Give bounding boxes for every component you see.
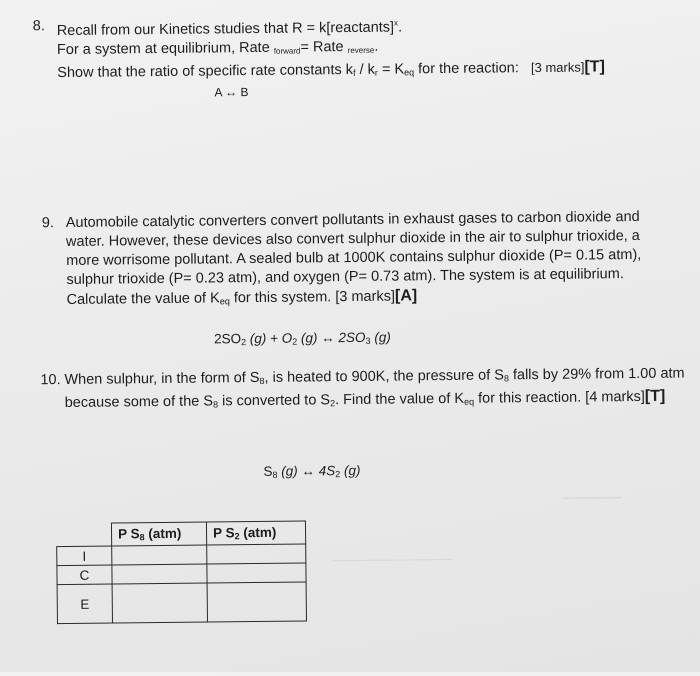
question-number: 8. xyxy=(32,18,45,35)
table-row xyxy=(57,544,306,566)
q10-line-1: When sulphur, in the form of $S_8$, is heated to 900K, the pressure of $S_8$ falls by 29% from 1.00 atm xyxy=(64,365,685,388)
q8-line-1: Recall from our Kinetics studies that R = k[reactants]$^x$. xyxy=(56,18,403,40)
table-row xyxy=(57,563,306,585)
question-10 xyxy=(40,364,685,416)
ice-table xyxy=(56,520,307,624)
bleed-through-mark xyxy=(332,559,452,561)
q9-line-3: more worrisome pollutant. A sealed bulb at 1000K contains sulphur dioxide (P= 0.15 atm), xyxy=(66,246,642,269)
table-header-s2: P $S_2$ (atm) xyxy=(206,521,305,545)
q10-equation: $S_8$ (g) ↔ $4S_2$ (g) xyxy=(263,462,361,480)
q10-tag: [T] xyxy=(644,387,666,405)
question-number: 10. xyxy=(40,372,61,389)
cell-initial-s2[interactable] xyxy=(207,544,306,564)
cell-equilibrium-s2[interactable] xyxy=(207,582,306,622)
q9-line-4: sulphur trioxide (P= 0.23 atm), and oxygen (P= 0.73 atm). The system is at equilibrium. xyxy=(66,266,624,288)
q9-line-2: water. However, these devices also convert sulphur dioxide in the air to sulphur trioxide, a xyxy=(65,227,640,250)
question-8 xyxy=(33,11,605,86)
q8-tag: [T] xyxy=(584,58,605,76)
cell-equilibrium-s8[interactable] xyxy=(112,583,207,623)
q8-equation: A ↔ B xyxy=(214,85,249,100)
cell-initial-s8[interactable] xyxy=(112,545,207,565)
table-row xyxy=(57,582,306,624)
q9-tag: [A] xyxy=(394,287,418,305)
question-9 xyxy=(42,208,642,313)
q10-line-2: because some of the $S_8$ is converted to $S_2$. Find the value of $K_{eq}$ for this reaction. [4 marks][T] xyxy=(64,387,666,411)
q9-line-1: Automobile catalytic converters convert pollutants in exhaust gases to carbon dioxide and xyxy=(65,208,640,231)
q8-line-3: Show that the ratio of specific rate constants $k_f / k_r = K_{eq}$ for the reaction: [3 marks][T] xyxy=(57,58,605,82)
cell-change-s8[interactable] xyxy=(112,564,207,584)
table-header-s8: P $S_8$ (atm) xyxy=(111,522,206,546)
row-label-initial: I xyxy=(57,546,112,566)
q9-line-5: Calculate the value of $K_{eq}$ for this system. [3 marks][A] xyxy=(66,287,418,308)
cell-change-s2[interactable] xyxy=(207,563,306,583)
table-corner-cell xyxy=(56,523,111,547)
bleed-through-mark xyxy=(562,497,622,499)
table-header-row xyxy=(56,521,305,547)
row-label-change: C xyxy=(57,565,112,585)
row-label-equilibrium: E xyxy=(57,584,112,624)
q8-line-2: For a system at equilibrium, Rate forward= Rate reverse. xyxy=(56,38,379,59)
question-number: 9. xyxy=(41,215,54,232)
q9-equation: $2SO_2$ $(g) + O_2$ (g) ↔ $2SO_3$ (g) xyxy=(213,329,391,348)
